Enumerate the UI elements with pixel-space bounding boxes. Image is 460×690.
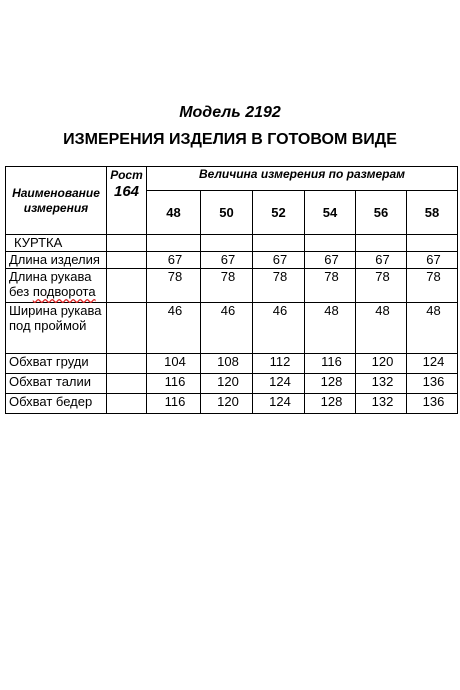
measurement-name-text: Длина изделия: [9, 252, 100, 267]
name-column-header: Наименование измерения: [6, 167, 107, 235]
value-cell: 136: [407, 394, 458, 414]
size-cell: 48: [147, 191, 201, 235]
value-cell: 132: [356, 374, 407, 394]
value-cell: 48: [356, 303, 407, 354]
rost-value: 164: [113, 183, 140, 200]
empty-cell: [253, 235, 305, 252]
value-cell: 46: [201, 303, 253, 354]
value-cell: 128: [305, 374, 356, 394]
measurement-name: [6, 394, 107, 414]
value-cell: 132: [356, 394, 407, 414]
value-cell: 48: [305, 303, 356, 354]
value-cell: 128: [305, 394, 356, 414]
value-cell: 78: [356, 269, 407, 303]
value-cell: 48: [407, 303, 458, 354]
empty-cell: [107, 269, 147, 303]
model-title: Модель 2192: [179, 104, 281, 121]
measurement-name: [6, 269, 107, 303]
value-cell: 67: [201, 252, 253, 269]
value-cell: 136: [407, 374, 458, 394]
value-cell: 120: [201, 374, 253, 394]
empty-cell: [407, 235, 458, 252]
value-cell: 78: [407, 269, 458, 303]
measurement-name-text: Длина рукава без: [9, 269, 92, 299]
value-cell: 124: [253, 374, 305, 394]
measurement-name-text: Обхват талии: [9, 374, 92, 389]
section-label: КУРТКА: [6, 235, 107, 252]
value-cell: 78: [201, 269, 253, 303]
value-cell: 78: [147, 269, 201, 303]
size-cell: 56: [356, 191, 407, 235]
measurement-name-underlined: подворота: [32, 284, 96, 299]
value-cell: 120: [201, 394, 253, 414]
value-cell: 116: [305, 354, 356, 374]
value-cell: 116: [147, 394, 201, 414]
value-cell: 67: [407, 252, 458, 269]
page-heading: ИЗМЕРЕНИЯ ИЗДЕЛИЯ В ГОТОВОМ ВИДЕ: [63, 131, 397, 148]
empty-cell: [107, 374, 147, 394]
value-cell: 46: [253, 303, 305, 354]
empty-cell: [147, 235, 201, 252]
value-cell: 67: [356, 252, 407, 269]
rost-header: [107, 167, 147, 235]
value-cell: 124: [407, 354, 458, 374]
measurement-name-text: Обхват бедер: [9, 394, 93, 409]
section-row: [6, 235, 458, 252]
value-cell: 67: [305, 252, 356, 269]
empty-cell: [107, 303, 147, 354]
size-cell: 54: [305, 191, 356, 235]
measurement-name: [6, 354, 107, 374]
empty-cell: [107, 354, 147, 374]
measurements-table: [5, 166, 458, 414]
size-cell: 50: [201, 191, 253, 235]
table-row: [6, 269, 458, 303]
empty-cell: [305, 235, 356, 252]
empty-cell: [107, 252, 147, 269]
measurement-name: [6, 374, 107, 394]
value-header: Величина измерения по размерам: [147, 167, 458, 191]
value-cell: 78: [305, 269, 356, 303]
value-cell: 78: [253, 269, 305, 303]
table-row: [6, 252, 458, 269]
measurement-name-text: Обхват груди: [9, 354, 89, 369]
measurement-name: [6, 252, 107, 269]
table-row: [6, 303, 458, 354]
value-cell: 108: [201, 354, 253, 374]
measurement-name: [6, 303, 107, 354]
value-cell: 112: [253, 354, 305, 374]
value-cell: 116: [147, 374, 201, 394]
table-row: [6, 354, 458, 374]
table-row: [6, 394, 458, 414]
value-cell: 67: [253, 252, 305, 269]
measurement-name-text: Ширина рукава под проймой: [9, 303, 102, 333]
empty-cell: [107, 394, 147, 414]
rost-label: Рост: [110, 168, 143, 182]
value-cell: 120: [356, 354, 407, 374]
table-row: [6, 374, 458, 394]
size-cell: 52: [253, 191, 305, 235]
table-body: [6, 167, 458, 414]
value-cell: 67: [147, 252, 201, 269]
value-cell: 104: [147, 354, 201, 374]
empty-cell: [201, 235, 253, 252]
empty-cell: [107, 235, 147, 252]
size-cell: 58: [407, 191, 458, 235]
value-cell: 46: [147, 303, 201, 354]
empty-cell: [356, 235, 407, 252]
value-cell: 124: [253, 394, 305, 414]
